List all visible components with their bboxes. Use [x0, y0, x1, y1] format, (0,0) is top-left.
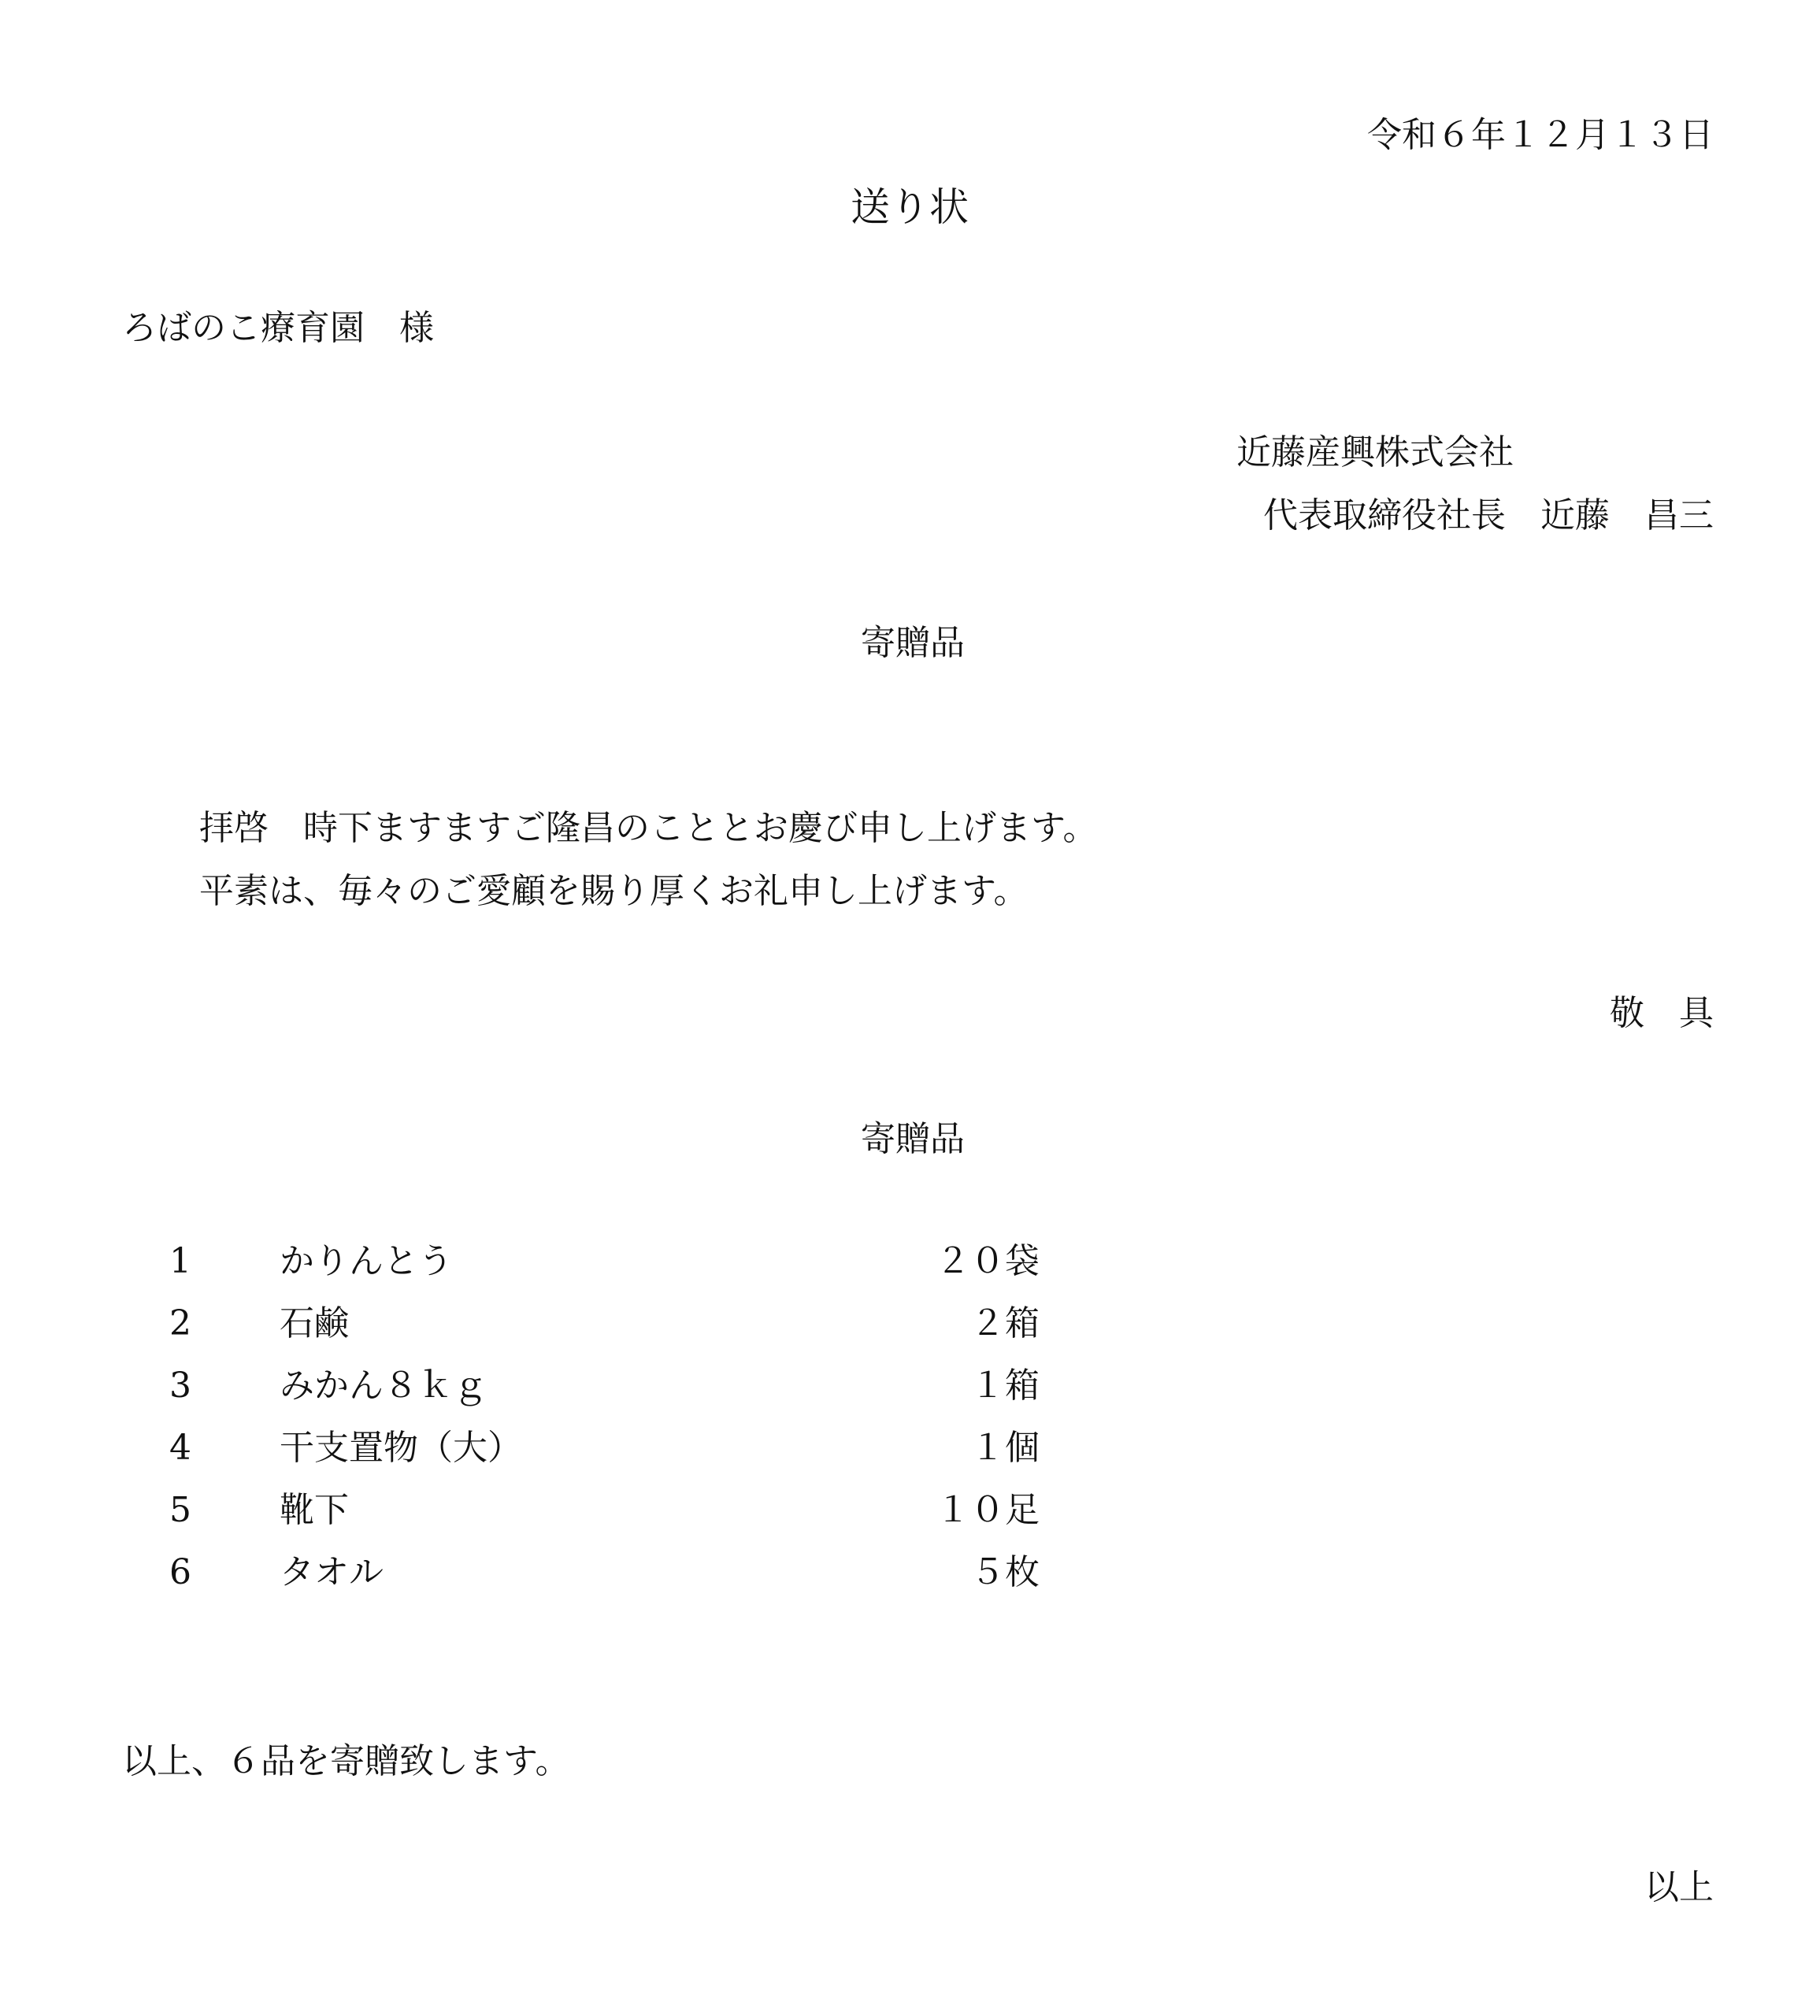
item-quantity: ２箱 — [970, 1303, 1040, 1343]
item-number: 1 — [169, 1241, 191, 1281]
item-quantity: １０足 — [936, 1490, 1040, 1530]
closing-phrase: 敬 具 — [1610, 993, 1714, 1033]
item-number: 6 — [169, 1552, 191, 1592]
items-heading: 寄贈品 — [861, 1119, 965, 1159]
item-name: 干支置物（大） — [280, 1428, 522, 1468]
subject-heading: 寄贈品 — [861, 623, 965, 663]
item-name: 石鹸 — [280, 1303, 349, 1343]
item-quantity: ２０袋 — [936, 1241, 1040, 1281]
item-number: 2 — [169, 1303, 191, 1343]
item-number: 3 — [169, 1366, 191, 1406]
document-title: 送り状 — [851, 184, 969, 230]
document-date: 令和６年１２月１３日 — [1367, 115, 1714, 155]
recipient-name: ろばのこ療育園 様 — [122, 308, 434, 348]
item-name: 靴下 — [280, 1490, 349, 1530]
item-quantity: １個 — [970, 1428, 1040, 1468]
list-item — [158, 1490, 1040, 1555]
sender-company: 近藤産興株式会社 — [1236, 432, 1514, 472]
list-item — [158, 1303, 1040, 1369]
items-list — [158, 1241, 1040, 1618]
greeting-line-1: 拝啓 時下ますますご隆昌のこととお慶び申し上げます。 — [199, 808, 1098, 848]
list-item — [158, 1241, 1040, 1306]
list-item — [158, 1552, 1040, 1618]
item-quantity: １箱 — [970, 1366, 1040, 1406]
summary-text: 以上、６品を寄贈致します。 — [122, 1741, 570, 1781]
sender-representative: 代表取締役社長 近藤 昌三 — [1263, 495, 1714, 536]
item-name: みかん８ｋｇ — [280, 1366, 487, 1406]
end-mark: 以上 — [1644, 1867, 1714, 1907]
item-name: かりんとう — [280, 1241, 453, 1281]
greeting-line-2: 平素は、毎々のご愛顧を賜り厚くお礼申し上げます。 — [199, 871, 1029, 911]
item-number: 5 — [169, 1490, 191, 1530]
list-item — [158, 1366, 1040, 1431]
item-number: 4 — [169, 1428, 191, 1468]
item-name: タオル — [280, 1552, 384, 1592]
item-quantity: ５枚 — [970, 1552, 1040, 1592]
list-item — [158, 1428, 1040, 1493]
